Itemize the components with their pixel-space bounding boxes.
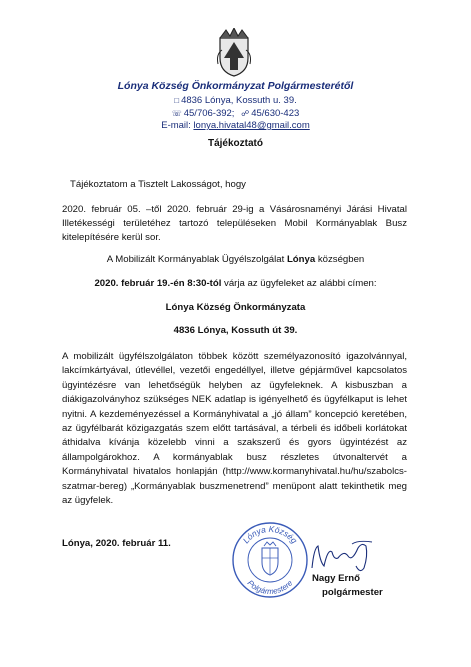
- svg-text:Lónya Község: [241, 524, 300, 546]
- signer-title: polgármester: [322, 587, 383, 598]
- header-title: Lónya Község Önkormányzat Polgármesterétől: [117, 80, 354, 92]
- coat-of-arms-icon: [214, 28, 254, 78]
- greeting: Tájékoztatom a Tisztelt Lakosságot, hogy: [70, 179, 246, 190]
- official-stamp: [230, 520, 310, 600]
- header-address: □ 4836 Lónya, Kossuth u. 39.: [174, 95, 297, 106]
- house-icon: □: [174, 96, 180, 105]
- fax-icon: ☍: [241, 109, 250, 118]
- document-title: Tájékoztató: [207, 138, 263, 149]
- phone-icon: ☏: [171, 109, 182, 118]
- center-line-4: 4836 Lónya, Kossuth út 39.: [173, 325, 298, 336]
- signer-name: Nagy Ernő: [312, 573, 360, 584]
- date-line: Lónya, 2020. február 11.: [62, 538, 171, 549]
- center-line-2: 2020. február 19.-én 8:30-tól várja az ügyfeleket az alábbi címen:: [94, 278, 377, 289]
- center-line-3: Lónya Község Önkormányzata: [165, 302, 306, 313]
- paragraph-main: A mobilizált ügyfélszolgálaton többek között személyazonosító igazolvánnyal, lakcímkártyával, útlevéllel, vezetői engedéllyel, illetve gépjárművel kapcsolatos ügyintézésre van lehetőségük helyben az ügyfeleknek. A kisbuszban a diákigazolványhoz szükséges NEK adatlap is igényelhető és ügyfélkaput is lehet nyitni. A kezdeményezéssel a Kormányhivatal a „jó állam” koncepció keretében, az ügyfélbarát közigazgatás szem előtt tartásával, a térbeli és időbeli korlátokat áthidalva kívánja közelebb vinni a szakszerű és gyors ügyintézést az állampolgárokhoz. A kormányablak busz részletes útvonaltervét a Kormányhivatal hivatalos honlapján (http://www.kormanyhivatal.hu/hu/szabolcs-szatmar-bereg) „Kormányablak buszmenetrend” menüpont alatt tekinthetik meg az ügyfelek.: [62, 351, 407, 507]
- header-phone-fax: ☏ 45/706-392; ☍ 45/630-423: [171, 108, 300, 119]
- stamp-bottom-text: Polgármestere: [245, 578, 295, 597]
- email-link[interactable]: lonya.hivatal48@gmail.com: [193, 120, 310, 131]
- center-line-1: A Mobilizált Kormányablak Ügyélszolgálat Lónya községben: [106, 254, 365, 265]
- paragraph-intro: 2020. február 05. –től 2020. február 29-ig a Vásárosnaményi Járási Hivatal Illetékességi területéhez tartozó településeken Mobil Kormányablak Busz kitelepítésére kerül sor.: [62, 204, 407, 243]
- header-email: E-mail: lonya.hivatal48@gmail.com: [161, 120, 310, 131]
- stamp-top-text: Lónya Község: [240, 523, 300, 546]
